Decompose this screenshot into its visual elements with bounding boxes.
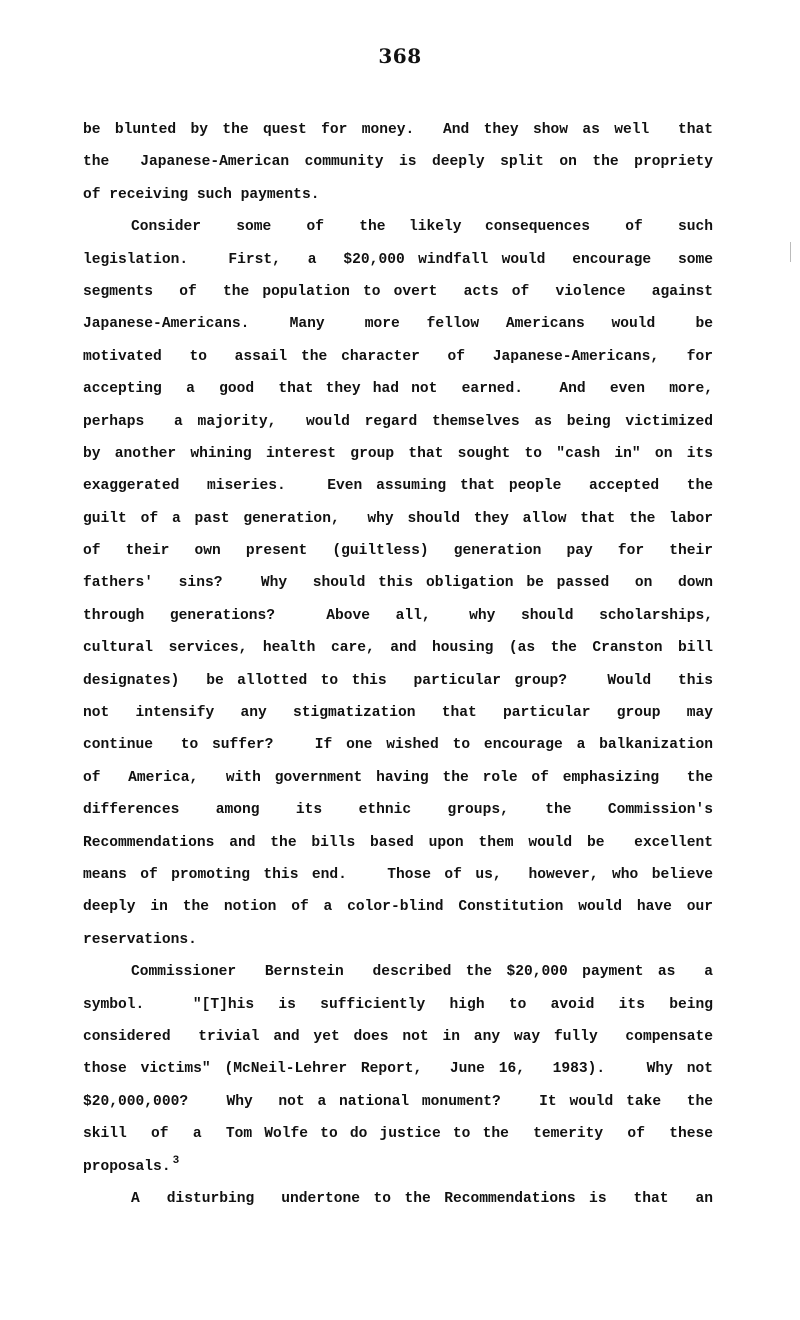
- text-line: fathers' sins? Why should this obligation be passed on down: [83, 575, 713, 592]
- text-line: through generations? Above all, why should scholarships,: [83, 607, 713, 624]
- text-line-content: proposals.: [83, 1158, 171, 1175]
- text-line-with-footnote: [83, 1151, 713, 1183]
- text-line: Consider some of the likely consequences of such: [131, 219, 713, 236]
- text-line: exaggerated miseries. Even assuming that people accepted the: [83, 478, 713, 495]
- text-line: guilt of a past generation, why should they allow that the labor: [83, 510, 713, 527]
- text-line: Recommendations and the bills based upon them would be excellent: [83, 834, 713, 851]
- text-line: the Japanese-American community is deeply split on the propriety: [83, 154, 713, 171]
- text-line: of receiving such payments.: [83, 186, 320, 203]
- text-line: legislation. First, a $20,000 windfall would encourage some: [83, 251, 713, 268]
- text-line: continue to suffer? If one wished to encourage a balkanization: [83, 737, 713, 754]
- text-line: segments of the population to overt acts of violence against: [83, 283, 713, 300]
- text-line: Japanese-Americans. Many more fellow Americans would be: [83, 316, 713, 333]
- text-line: of their own present (guiltless) generation pay for their: [83, 543, 713, 560]
- text-line: not intensify any stigmatization that particular group may: [83, 705, 713, 722]
- body-text: [83, 114, 713, 1215]
- text-line: $20,000,000? Why not a national monument? It would take the: [83, 1093, 713, 1110]
- text-line: cultural services, health care, and housing (as the Cranston bill: [83, 640, 713, 657]
- text-line: considered trivial and yet does not in any way fully compensate: [83, 1028, 713, 1045]
- text-line: symbol. "[T]his is sufficiently high to avoid its being: [83, 996, 713, 1013]
- footnote-marker: 3: [172, 1154, 180, 1167]
- text-line: differences among its ethnic groups, the Commission's: [83, 802, 713, 819]
- text-line: skill of a Tom Wolfe to do justice to the temerity of these: [83, 1126, 713, 1143]
- text-line: A disturbing undertone to the Recommendations is that an: [131, 1190, 713, 1207]
- text-line: of America, with government having the role of emphasizing the: [83, 769, 713, 786]
- text-line: those victims" (McNeil-Lehrer Report, June 16, 1983). Why not: [83, 1061, 713, 1078]
- margin-mark: [790, 242, 791, 262]
- text-line: motivated to assail the character of Japanese-Americans, for: [83, 348, 713, 365]
- text-line: designates) be allotted to this particular group? Would this: [83, 672, 713, 689]
- text-line: reservations.: [83, 931, 197, 948]
- text-line: Commissioner Bernstein described the $20,000 payment as a: [131, 964, 713, 981]
- text-line: by another whining interest group that sought to "cash in" on its: [83, 445, 713, 462]
- text-line: perhaps a majority, would regard themselves as being victimized: [83, 413, 713, 430]
- text-line: means of promoting this end. Those of us, however, who believe: [83, 866, 713, 883]
- page-number: 368: [378, 44, 422, 68]
- text-line: be blunted by the quest for money. And they show as well that: [83, 122, 713, 138]
- text-line: accepting a good that they had not earned. And even more,: [83, 381, 713, 398]
- text-line: deeply in the notion of a color-blind Constitution would have our: [83, 899, 713, 916]
